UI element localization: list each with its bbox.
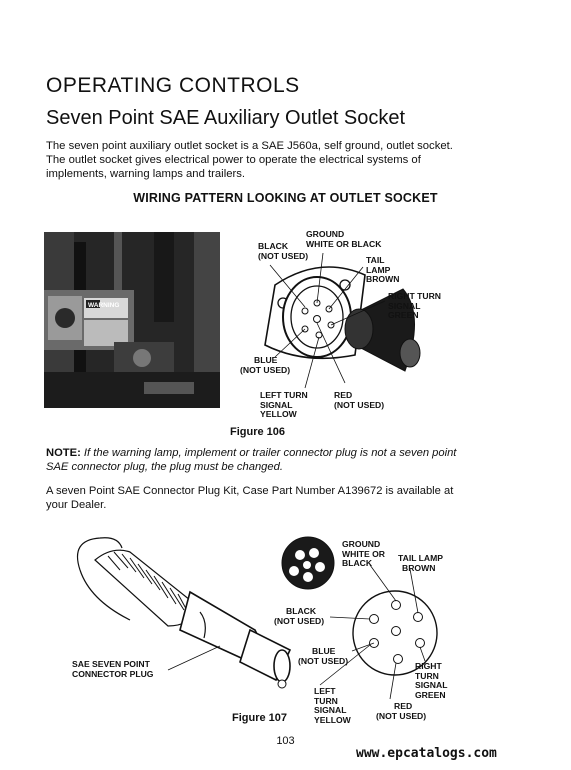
figure-107-caption: Figure 107: [232, 712, 288, 724]
wiring-heading: WIRING PATTERN LOOKING AT OUTLET SOCKET: [133, 191, 438, 205]
fig107-left-turn-label: LEFT TURN SIGNAL YELLOW: [314, 686, 351, 725]
fig107-blue-label: BLUE (NOT USED): [298, 646, 349, 666]
note-paragraph: [46, 446, 466, 474]
fig107-red-label: RED (NOT USED): [376, 701, 427, 721]
fig106-black-label: BLACK (NOT USED): [258, 241, 309, 261]
figure-106-caption: Figure 106: [230, 426, 286, 438]
plug-caption-label: SAE SEVEN POINT CONNECTOR PLUG: [72, 659, 154, 679]
intro-paragraph: The seven point auxiliary outlet socket is a SAE J560a, self ground, outlet socket. The outlet socket gives electrical power to operate the electrical systems of implements, warning lamps and trailers.: [46, 140, 453, 180]
section-title: OPERATING CONTROLS: [46, 74, 300, 97]
figure-106-photo: [44, 232, 220, 408]
fig107-right-turn-label: RIGHT TURN SIGNAL GREEN: [415, 661, 448, 700]
fig106-right-turn-label: RIGHT TURN SIGNAL GREEN: [388, 291, 441, 320]
fig107-tail-lamp-label: TAIL LAMP BROWN: [398, 553, 444, 573]
page-subtitle: Seven Point SAE Auxiliary Outlet Socket: [46, 107, 406, 129]
fig107-black-label: BLACK (NOT USED): [274, 606, 325, 626]
note-text: If the warning lamp, implement or trailer connector plug is not a seven point SAE connector plug, the plug must be changed.: [46, 447, 457, 473]
fig106-ground-label: GROUND WHITE OR BLACK: [306, 229, 382, 249]
page-number: 103: [276, 735, 295, 747]
watermark-text: www.epcatalogs.com: [356, 746, 497, 761]
fig106-tail-lamp-label: TAIL LAMP BROWN: [366, 255, 400, 284]
fig107-ground-label: GROUND WHITE OR BLACK: [342, 539, 385, 568]
outlet-socket-diagram: [240, 245, 440, 405]
note-label: NOTE:: [46, 447, 81, 459]
warning-decal-label: WARNING: [88, 302, 120, 309]
fig106-blue-label: BLUE (NOT USED): [240, 355, 291, 375]
kit-paragraph: A seven Point SAE Connector Plug Kit, Case Part Number A139672 is available at your Dealer.: [46, 485, 454, 511]
fig106-left-turn-label: LEFT TURN SIGNAL YELLOW: [260, 390, 308, 419]
fig106-red-label: RED (NOT USED): [334, 390, 385, 410]
